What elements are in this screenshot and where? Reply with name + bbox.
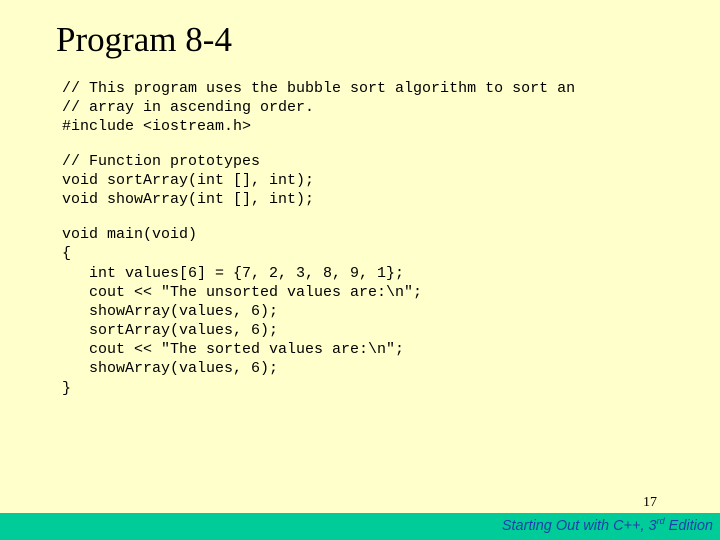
code-line: { bbox=[62, 245, 72, 263]
code-line: sortArray(values, 6); bbox=[62, 322, 279, 340]
code-line: #include <iostream.h> bbox=[62, 118, 252, 136]
code-line: cout << "The unsorted values are:\n"; bbox=[62, 283, 423, 301]
code-line: // array in ascending order. bbox=[62, 99, 315, 117]
code-line: } bbox=[62, 379, 72, 397]
page-number: 17 bbox=[643, 495, 657, 510]
code-line: void sortArray(int [], int); bbox=[62, 172, 315, 190]
code-line: // Function prototypes bbox=[62, 153, 261, 171]
code-blank-line bbox=[62, 210, 575, 226]
footer-edition-text: Edition bbox=[664, 518, 713, 534]
code-line: void main(void) bbox=[62, 226, 198, 244]
footer-title-text: Starting Out with C++, 3 bbox=[501, 518, 657, 534]
footer-edition-superscript: rd bbox=[656, 516, 665, 527]
footer-bar bbox=[0, 513, 720, 540]
slide-title: Program 8-4 bbox=[56, 20, 232, 59]
footer-book-title bbox=[502, 518, 713, 534]
code-line: // This program uses the bubble sort algorithm to sort an bbox=[62, 80, 576, 97]
code-listing bbox=[62, 79, 575, 398]
code-blank-line bbox=[62, 137, 575, 153]
code-line: showArray(values, 6); bbox=[62, 360, 279, 378]
code-line: cout << "The sorted values are:\n"; bbox=[62, 341, 405, 359]
code-line: int values[6] = {7, 2, 3, 8, 9, 1}; bbox=[62, 264, 405, 282]
code-line: void showArray(int [], int); bbox=[62, 191, 315, 209]
code-line: showArray(values, 6); bbox=[62, 302, 279, 320]
